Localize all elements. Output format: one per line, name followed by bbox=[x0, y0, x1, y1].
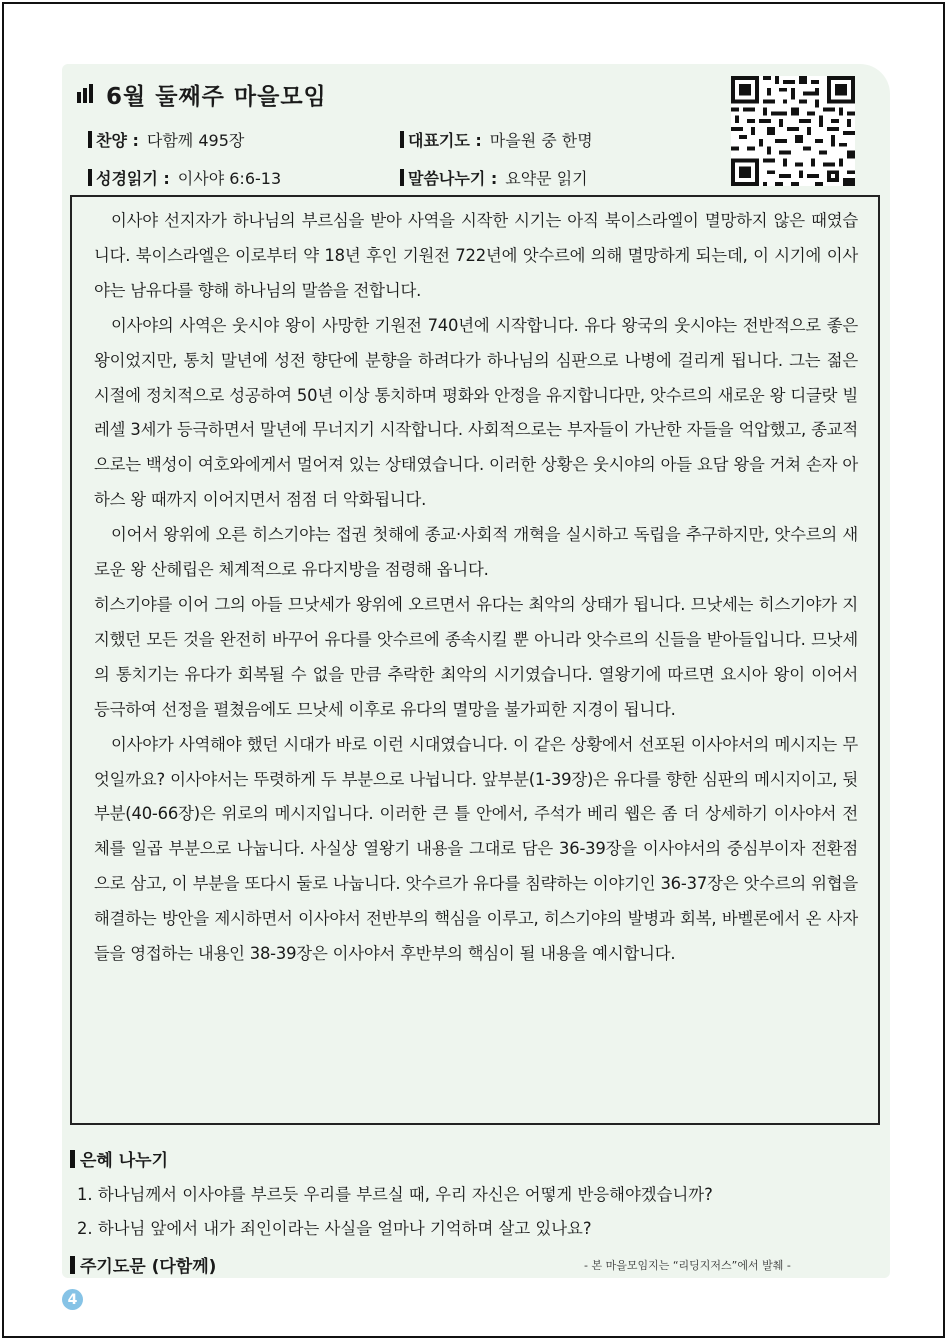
bar-marker bbox=[88, 169, 92, 186]
meta-hymn bbox=[88, 128, 244, 151]
hymn-value: 다함께 495장 bbox=[146, 131, 245, 150]
bar-marker bbox=[70, 1150, 75, 1168]
bar-marker bbox=[400, 169, 404, 186]
meta-reading bbox=[88, 166, 281, 189]
body-paragraph: 이사야 선지자가 하나님의 부르심을 받아 사역을 시작한 시기는 아직 북이스라엘이 멸망하지 않은 때였습니다. 북이스라엘은 이로부터 약 18년 후인 기원전 722년에 앗수르에 의해 멸망하게 되는데, 이 시기에 이사야는 남유다를 향해 하나님의 말씀을 전합니다. bbox=[94, 211, 858, 300]
reading-value: 이사야 6:6-13 bbox=[177, 169, 282, 188]
bullet-icon bbox=[76, 83, 94, 105]
lords-prayer-title: 주기도문 (다함께) bbox=[80, 1257, 217, 1277]
body-paragraph: 이사야의 사역은 웃시야 왕이 사망한 기원전 740년에 시작합니다. 유다 왕국의 웃시야는 전반적으로 좋은 왕이었지만, 통치 말년에 성전 향단에 분향을 하려다가 하나님의 심판으로 나병에 걸리게 됩니다. 그는 젊은 시절에 정치적으로 성공하여 50년 이상 통치하며 평화와 안정을 유지합니다만, 앗수르의 새로운 왕 디글랏 빌레셀 3세가 등극하면서 말년에 무너지기 시작합니다. 사회적으로는 부자들이 가난한 자들을 억압했고, 종교적으로는 백성이 여호와에게서 멀어져 있는 상태였습니다. 이러한 상황은 웃시야의 아들 요담 왕을 거쳐 손자 아하스 왕 때까지 이어지면서 점점 더 악화됩니다. bbox=[94, 315, 858, 510]
meta-sharing bbox=[400, 166, 588, 189]
source-note: - 본 마을모임지는 “리딩지저스”에서 발췌 - bbox=[584, 1259, 791, 1272]
bar-marker bbox=[400, 131, 404, 148]
body-paragraph: 이어서 왕위에 오른 히스기야는 접권 첫해에 종교·사회적 개혁을 실시하고 독립을 추구하지만, 앗수르의 새로운 왕 산헤립은 체계적으로 유다지방을 점령해 옵니다. bbox=[94, 525, 858, 580]
prayer-label: 대표기도 : bbox=[408, 131, 482, 150]
title-row bbox=[76, 74, 327, 114]
meta-prayer bbox=[400, 128, 593, 151]
lords-prayer-heading bbox=[70, 1252, 216, 1277]
sharing-label: 말씀나누기 : bbox=[408, 169, 498, 188]
qr-code[interactable] bbox=[731, 76, 855, 186]
reading-summary-box bbox=[70, 195, 880, 1125]
body-paragraph: 이사야가 사역해야 했던 시대가 바로 이런 시대였습니다. 이 같은 상황에서 선포된 이사야서의 메시지는 무엇일까요? 이사야서는 뚜렷하게 두 부분으로 나뉩니다. 앞부분(1-39장)은 유다를 향한 심판의 메시지이고, 뒷부분(40-66장)은 위로의 메시지입니다. 이러한 큰 틀 안에서, 주석가 베리 웹은 좀 더 상세하기 이사야서 전체를 일곱 부분으로 나눕니다. 사실상 열왕기 내용을 그대로 담은 36-39장을 이사야서의 중심부이자 전환점으로 삼고, 이 부분을 또다시 둘로 나눕니다. 앗수르가 유다를 침략하는 이야기인 36-37장은 앗수르의 위협을 해결하는 방안을 제시하면서 이사야서 전반부의 핵심을 이루고, 히스기야의 발병과 회복, 바벨론에서 온 사자들을 영접하는 내용인 38-39장은 이사야서 후반부의 핵심이 될 내용을 예시합니다. bbox=[94, 734, 858, 964]
hymn-label: 찬양 : bbox=[96, 131, 139, 150]
prayer-value: 마을원 중 한명 bbox=[489, 131, 593, 150]
bar-marker bbox=[88, 131, 92, 148]
question-item: 1. 하나님께서 이사야를 부르듯 우리를 부르실 때, 우리 자신은 어떻게 반응해야겠습니까? bbox=[77, 1185, 713, 1204]
grace-title: 은혜 나누기 bbox=[80, 1151, 169, 1171]
question-item: 2. 하나님 앞에서 내가 죄인이라는 사실을 얼마나 기억하며 살고 있나요? bbox=[77, 1219, 592, 1238]
sharing-value: 요약문 읽기 bbox=[505, 169, 588, 188]
grace-sharing-heading bbox=[70, 1146, 168, 1171]
reading-label: 성경읽기 : bbox=[96, 169, 170, 188]
body-paragraph: 히스기야를 이어 그의 아들 므낫세가 왕위에 오르면서 유다는 최악의 상태가 됩니다. 므낫세는 히스기야가 지지했던 모든 것을 완전히 바꾸어 유다를 앗수르에 종속시킬 뿐 아니라 앗수르의 신들을 받아들입니다. 므낫세의 통치기는 유다가 회복될 수 없을 만큼 추락한 최악의 시기였습니다. 열왕기에 따르면 요시아 왕이 이어서 등극하여 선정을 펼쳤음에도 므낫세 이후로 유다의 멸망을 불가피한 지경이 됩니다. bbox=[94, 594, 858, 719]
page-number: 4 bbox=[62, 1289, 83, 1310]
bar-marker bbox=[70, 1256, 75, 1274]
page-title: 6월 둘째주 마을모임 bbox=[106, 83, 327, 110]
